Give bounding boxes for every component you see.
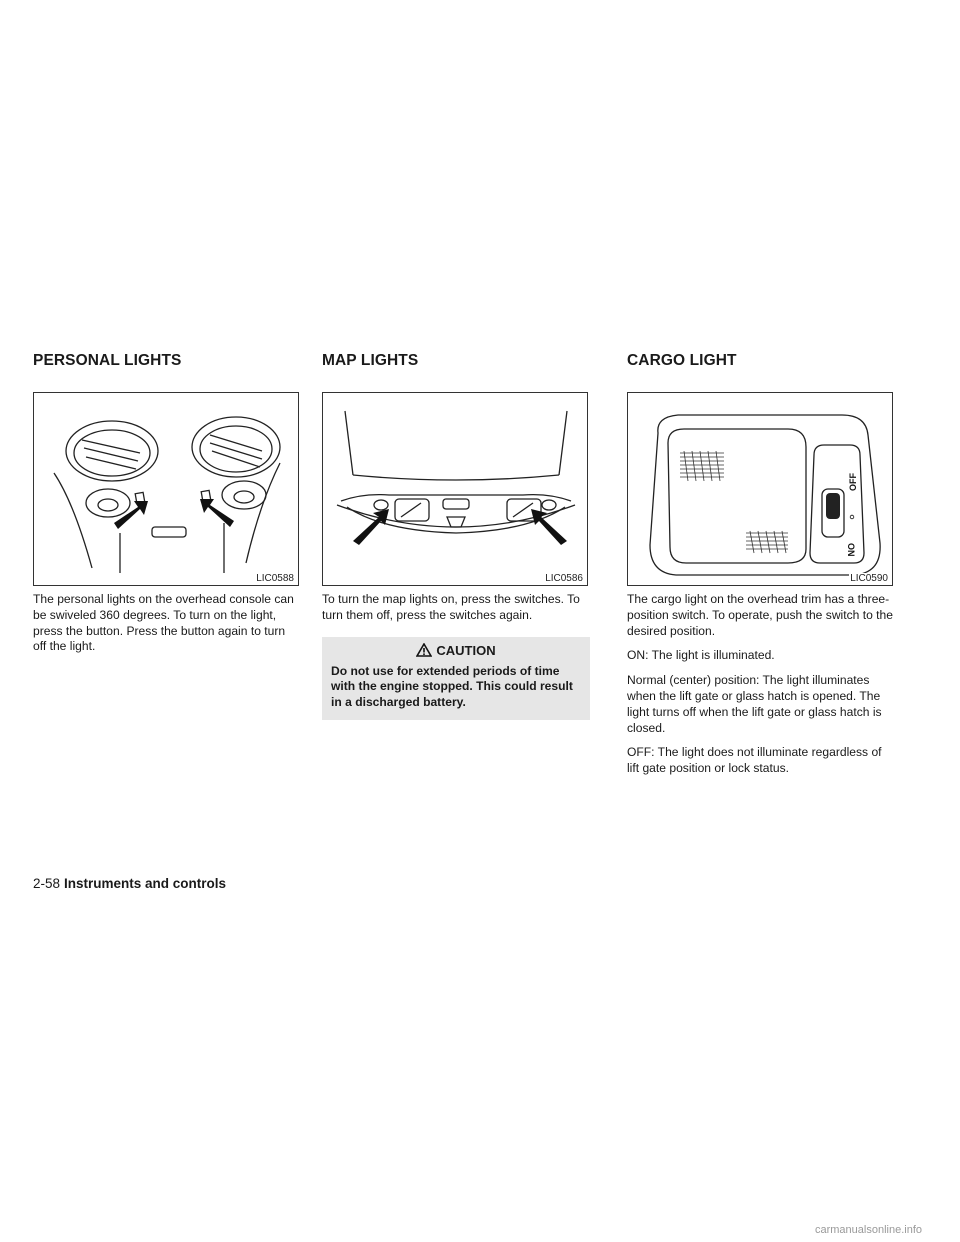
caution-label: CAUTION [436,642,496,658]
caution-header [331,643,581,658]
figure-code: LIC0588 [256,573,294,584]
section-heading: CARGO LIGHT [627,352,737,369]
warning-icon [416,643,432,657]
figure-cargo-light [627,392,893,586]
caution-box [322,637,590,721]
switch-label-on: ON [846,543,856,557]
section-cargo-light [627,352,895,777]
page-footer [33,876,226,891]
map-lights-illustration [323,393,588,586]
figure-code: LIC0586 [545,573,583,584]
body-paragraph: ON: The light is illuminated. [627,648,775,663]
caution-text: Do not use for extended periods of time with the engine stopped. This could result in a discharged battery. [331,663,573,709]
switch-label-off: OFF [848,473,858,491]
section-heading: MAP LIGHTS [322,352,419,369]
section-personal-lights [33,352,301,655]
body-paragraph: The personal lights on the overhead console can be swiveled 360 degrees. To turn on the light, press the button. Press the button again to turn off the light. [33,592,294,654]
figure-map-lights [322,392,588,586]
page-number: 2-58 [33,876,61,891]
body-paragraph: To turn the map lights on, press the switches. To turn them off, press the switches again. [322,592,580,622]
watermark: carmanualsonline.info [814,1224,922,1236]
cargo-light-illustration [628,393,893,586]
section-title: Instruments and controls [64,876,227,891]
body-paragraph: Normal (center) position: The light illuminates when the lift gate or glass hatch is opened. The light turns off when the lift gate or glass hatch is closed. [627,673,882,735]
body-paragraph: The cargo light on the overhead trim has a three-position switch. To operate, push the switch to the desired position. [627,592,893,638]
figure-personal-lights [33,392,299,586]
figure-code: LIC0590 [850,573,888,584]
body-paragraph: OFF: The light does not illuminate regardless of lift gate position or lock status. [627,745,882,776]
personal-lights-illustration [34,393,299,586]
section-map-lights [322,352,590,720]
section-heading: PERSONAL LIGHTS [33,352,182,369]
